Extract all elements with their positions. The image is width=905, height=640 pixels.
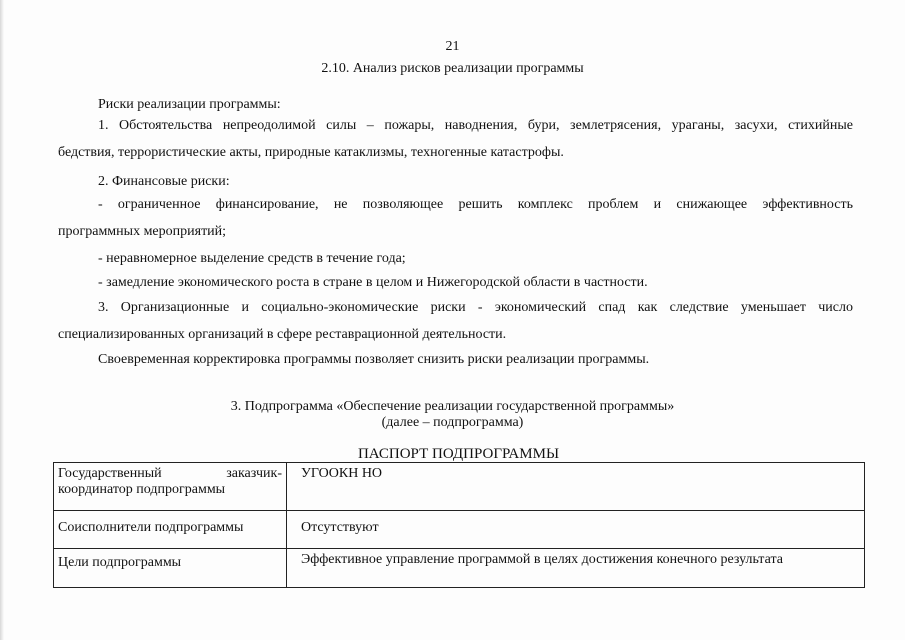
goals-value: Эффективное управление программой в целях достижения конечного результата [301, 552, 783, 567]
section-heading: 2.10. Анализ рисков реализации программы [321, 61, 584, 76]
risk-3-line1: 3. Организационные и социально-экономические риски - экономический спад как следствие уменьшает число [98, 300, 853, 315]
risks-intro: Риски реализации программы: [98, 97, 281, 112]
page-number: 21 [445, 39, 460, 54]
scan-edge [0, 0, 4, 640]
passport-label-cell [54, 549, 287, 588]
table-row [54, 511, 865, 549]
goals-label: Цели подпрограммы [58, 555, 182, 570]
passport-value-cell [287, 463, 865, 511]
table-row [54, 549, 865, 588]
table-row [54, 463, 865, 511]
risk-2-item3: - замедление экономического роста в стране в целом и Нижегородской области в частности. [98, 275, 648, 290]
passport-value-cell [287, 511, 865, 549]
conclusion-paragraph: Своевременная корректировка программы позволяет снизить риски реализации программы. [98, 352, 650, 367]
customer-label-line1: Государственный заказчик- [58, 466, 282, 481]
passport-value-cell [287, 549, 865, 588]
passport-label-cell [54, 511, 287, 549]
passport-table [53, 462, 865, 588]
customer-label-line2: координатор подпрограммы [58, 482, 226, 497]
subprogram-subtitle: (далее – подпрограмма) [381, 415, 524, 430]
coexecutors-value: Отсутствуют [301, 520, 379, 535]
passport-label-cell [54, 463, 287, 511]
customer-value: УГООКН НО [301, 466, 383, 481]
risk-2-item2: - неравномерное выделение средств в течение года; [98, 251, 406, 266]
risk-3-line2: специализированных организаций в сфере реставрационной деятельности. [58, 327, 507, 342]
risk-2-item1-line2: программных мероприятий; [58, 224, 227, 239]
risk-1-line1: 1. Обстоятельства непреодолимой силы – пожары, наводнения, бури, землетрясения, ураганы, засухи, стихийные [98, 118, 853, 133]
passport-title: ПАСПОРТ ПОДПРОГРАММЫ [357, 446, 560, 462]
risk-1-line2: бедствия, террористические акты, природные катаклизмы, техногенные катастрофы. [58, 145, 564, 160]
coexecutors-label: Соисполнители подпрограммы [58, 520, 244, 535]
subprogram-title: 3. Подпрограмма «Обеспечение реализации государственной программы» [230, 399, 675, 414]
risk-2-heading: 2. Финансовые риски: [98, 174, 230, 189]
risk-2-item1-line1: - ограниченное финансирование, не позволяющее решить комплекс проблем и снижающее эффективность [98, 197, 853, 212]
